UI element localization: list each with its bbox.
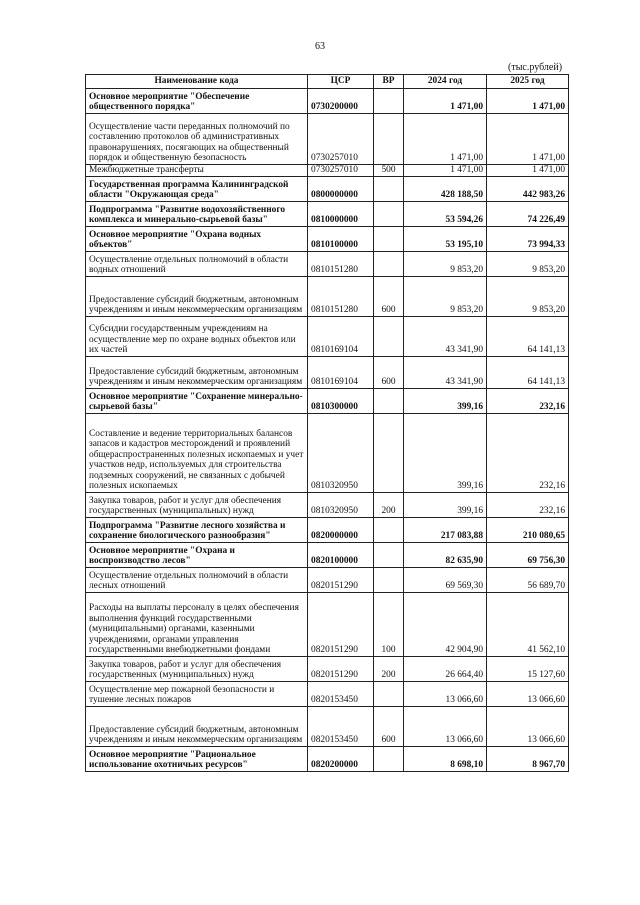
row-name: Основное мероприятие "Обеспечение общественного порядка" bbox=[86, 89, 308, 114]
row-csr: 0800000000 bbox=[308, 177, 374, 202]
row-vr bbox=[374, 114, 404, 165]
row-name: Основное мероприятие "Охрана и воспроизводство лесов" bbox=[86, 543, 308, 568]
row-csr: 0820151290 bbox=[308, 593, 374, 657]
row-name: Осуществление мер пожарной безопасности и тушение лесных пожаров bbox=[86, 682, 308, 707]
row-vr bbox=[374, 518, 404, 543]
row-2025: 13 066,60 bbox=[487, 707, 569, 747]
row-2025: 232,16 bbox=[487, 389, 569, 414]
row-name: Расходы на выплаты персоналу в целях обеспечения выполнения функций государственными (муниципальными) органами, казенными учреждениями, органами управления государственными внебюджетными фондами bbox=[86, 593, 308, 657]
row-csr: 0810151280 bbox=[308, 277, 374, 317]
table-row bbox=[86, 568, 569, 593]
row-csr: 0810320950 bbox=[308, 414, 374, 493]
row-name: Составление и ведение территориальных балансов запасов и кадастров месторождений и проявлений общераспространенных полезных ископаемых и учет участков недр, используемых для строительства подземных сооружений, не связанных с добычей полезных ископаемых bbox=[86, 414, 308, 493]
row-2024: 1 471,00 bbox=[404, 165, 487, 177]
table-row bbox=[86, 317, 569, 357]
table-row bbox=[86, 89, 569, 114]
row-vr bbox=[374, 389, 404, 414]
row-name: Основное мероприятие "Рациональное использование охотничьих ресурсов" bbox=[86, 747, 308, 772]
row-2024: 53 195,10 bbox=[404, 227, 487, 252]
row-2025: 73 994,33 bbox=[487, 227, 569, 252]
units-label: (тыс.рублей) bbox=[508, 62, 563, 73]
row-csr: 0820153450 bbox=[308, 682, 374, 707]
row-2024: 42 904,90 bbox=[404, 593, 487, 657]
row-vr bbox=[374, 747, 404, 772]
row-name: Предоставление субсидий бюджетным, автономным учреждениям и иным некоммерческим организациям bbox=[86, 707, 308, 747]
table-row bbox=[86, 518, 569, 543]
row-csr: 0820151290 bbox=[308, 568, 374, 593]
row-vr bbox=[374, 202, 404, 227]
row-2024: 399,16 bbox=[404, 389, 487, 414]
table-row bbox=[86, 593, 569, 657]
table-row bbox=[86, 357, 569, 389]
row-vr: 600 bbox=[374, 277, 404, 317]
table-row bbox=[86, 252, 569, 277]
row-2025: 8 967,70 bbox=[487, 747, 569, 772]
row-vr: 200 bbox=[374, 657, 404, 682]
row-2024: 8 698,10 bbox=[404, 747, 487, 772]
row-2024: 399,16 bbox=[404, 414, 487, 493]
table-row bbox=[86, 114, 569, 165]
row-2025: 232,16 bbox=[487, 493, 569, 518]
row-csr: 0810169104 bbox=[308, 357, 374, 389]
row-2024: 399,16 bbox=[404, 493, 487, 518]
row-name: Основное мероприятие "Сохранение минерально-сырьевой базы" bbox=[86, 389, 308, 414]
row-2025: 1 471,00 bbox=[487, 89, 569, 114]
row-csr: 0810169104 bbox=[308, 317, 374, 357]
row-csr: 0820151290 bbox=[308, 657, 374, 682]
row-name: Предоставление субсидий бюджетным, автономным учреждениям и иным некоммерческим организациям bbox=[86, 277, 308, 317]
row-name: Подпрограмма "Развитие водохозяйственного комплекса и минерально-сырьевой базы" bbox=[86, 202, 308, 227]
row-vr bbox=[374, 252, 404, 277]
table-row bbox=[86, 165, 569, 177]
row-name: Предоставление субсидий бюджетным, автономным учреждениям и иным некоммерческим организациям bbox=[86, 357, 308, 389]
row-2025: 41 562,10 bbox=[487, 593, 569, 657]
row-2024: 9 853,20 bbox=[404, 252, 487, 277]
row-csr: 0820000000 bbox=[308, 518, 374, 543]
table-row bbox=[86, 657, 569, 682]
row-2025: 9 853,20 bbox=[487, 277, 569, 317]
row-2024: 69 569,30 bbox=[404, 568, 487, 593]
row-name: Подпрограмма "Развитие лесного хозяйства и сохранение биологического разнообразия" bbox=[86, 518, 308, 543]
header-2024: 2024 год bbox=[404, 75, 487, 89]
row-name: Субсидии государственным учреждениям на осуществление мер по охране водных объектов или их частей bbox=[86, 317, 308, 357]
row-vr bbox=[374, 568, 404, 593]
row-2025: 15 127,60 bbox=[487, 657, 569, 682]
row-vr bbox=[374, 177, 404, 202]
table-body bbox=[86, 89, 569, 772]
table-row bbox=[86, 682, 569, 707]
row-name: Закупка товаров, работ и услуг для обеспечения государственных (муниципальных) нужд bbox=[86, 493, 308, 518]
table-row bbox=[86, 277, 569, 317]
row-name: Закупка товаров, работ и услуг для обеспечения государственных (муниципальных) нужд bbox=[86, 657, 308, 682]
row-2025: 210 080,65 bbox=[487, 518, 569, 543]
header-vr: ВР bbox=[374, 75, 404, 89]
table-row bbox=[86, 202, 569, 227]
row-2024: 82 635,90 bbox=[404, 543, 487, 568]
row-2024: 13 066,60 bbox=[404, 682, 487, 707]
row-name: Межбюджетные трансферты bbox=[86, 165, 308, 177]
row-vr bbox=[374, 317, 404, 357]
row-name: Осуществление отдельных полномочий в области водных отношений bbox=[86, 252, 308, 277]
table-row bbox=[86, 389, 569, 414]
row-2025: 74 226,49 bbox=[487, 202, 569, 227]
row-vr: 600 bbox=[374, 707, 404, 747]
row-csr: 0820153450 bbox=[308, 707, 374, 747]
row-vr bbox=[374, 414, 404, 493]
row-2025: 1 471,00 bbox=[487, 114, 569, 165]
table-row bbox=[86, 747, 569, 772]
budget-table bbox=[85, 74, 569, 772]
row-2024: 13 066,60 bbox=[404, 707, 487, 747]
row-2025: 442 983,26 bbox=[487, 177, 569, 202]
row-2025: 69 756,30 bbox=[487, 543, 569, 568]
row-2024: 217 083,88 bbox=[404, 518, 487, 543]
header-csr: ЦСР bbox=[308, 75, 374, 89]
header-2025: 2025 год bbox=[487, 75, 569, 89]
row-2025: 13 066,60 bbox=[487, 682, 569, 707]
row-csr: 0730257010 bbox=[308, 165, 374, 177]
row-csr: 0730200000 bbox=[308, 89, 374, 114]
row-2024: 43 341,90 bbox=[404, 357, 487, 389]
row-2024: 43 341,90 bbox=[404, 317, 487, 357]
row-2025: 64 141,13 bbox=[487, 317, 569, 357]
table-header-row bbox=[86, 75, 569, 89]
row-vr: 200 bbox=[374, 493, 404, 518]
row-name: Государственная программа Калининградской области "Окружающая среда" bbox=[86, 177, 308, 202]
row-vr: 600 bbox=[374, 357, 404, 389]
row-name: Основное мероприятие "Охрана водных объектов" bbox=[86, 227, 308, 252]
row-vr bbox=[374, 682, 404, 707]
header-name: Наименование кода bbox=[86, 75, 308, 89]
row-csr: 0810000000 bbox=[308, 202, 374, 227]
row-2024: 9 853,20 bbox=[404, 277, 487, 317]
row-2025: 232,16 bbox=[487, 414, 569, 493]
table-row bbox=[86, 227, 569, 252]
table-row bbox=[86, 493, 569, 518]
table-row bbox=[86, 543, 569, 568]
row-csr: 0820200000 bbox=[308, 747, 374, 772]
row-2025: 1 471,00 bbox=[487, 165, 569, 177]
row-csr: 0810320950 bbox=[308, 493, 374, 518]
row-vr bbox=[374, 227, 404, 252]
row-name: Осуществление части переданных полномочий по составлению протоколов об административных правонарушениях, посягающих на общественный порядок и общественную безопасность bbox=[86, 114, 308, 165]
row-csr: 0810151280 bbox=[308, 252, 374, 277]
row-2025: 64 141,13 bbox=[487, 357, 569, 389]
page-number: 63 bbox=[315, 41, 325, 52]
row-csr: 0810100000 bbox=[308, 227, 374, 252]
row-2024: 53 594,26 bbox=[404, 202, 487, 227]
row-name: Осуществление отдельных полномочий в области лесных отношений bbox=[86, 568, 308, 593]
table-row bbox=[86, 177, 569, 202]
row-vr bbox=[374, 89, 404, 114]
row-vr: 500 bbox=[374, 165, 404, 177]
row-csr: 0820100000 bbox=[308, 543, 374, 568]
row-vr: 100 bbox=[374, 593, 404, 657]
row-csr: 0810300000 bbox=[308, 389, 374, 414]
row-csr: 0730257010 bbox=[308, 114, 374, 165]
row-2024: 428 188,50 bbox=[404, 177, 487, 202]
row-2024: 1 471,00 bbox=[404, 89, 487, 114]
table-row bbox=[86, 414, 569, 493]
row-2025: 9 853,20 bbox=[487, 252, 569, 277]
row-vr bbox=[374, 543, 404, 568]
row-2024: 26 664,40 bbox=[404, 657, 487, 682]
table-row bbox=[86, 707, 569, 747]
row-2024: 1 471,00 bbox=[404, 114, 487, 165]
row-2025: 56 689,70 bbox=[487, 568, 569, 593]
